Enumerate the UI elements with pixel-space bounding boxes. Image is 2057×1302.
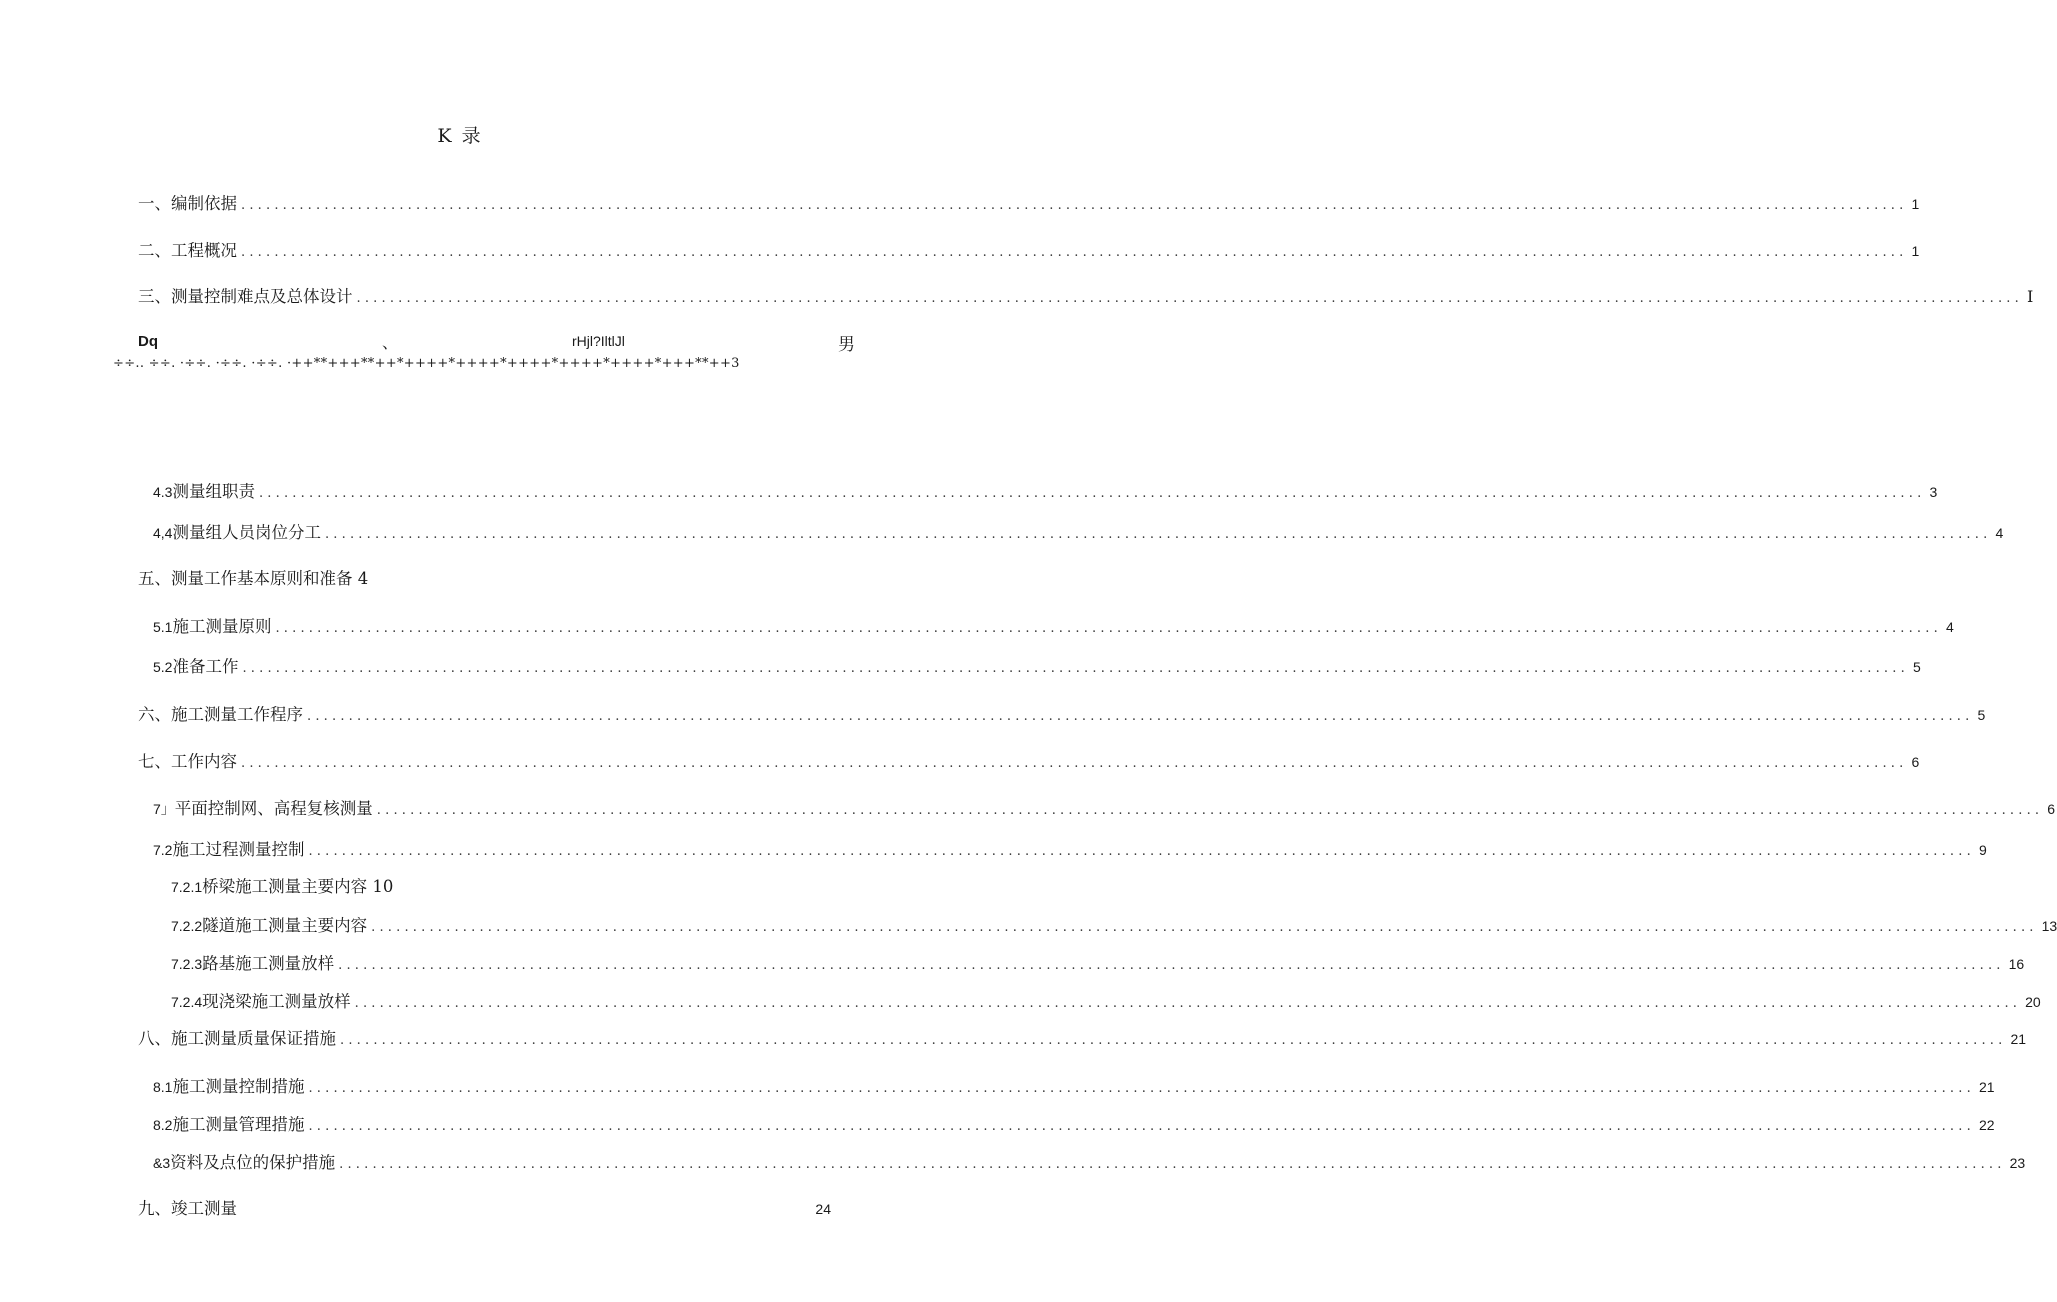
toc-entry-label: 五、测量工作基本原则和准备 4 [138,569,369,588]
toc-entry-number: 7.2 [153,842,173,858]
toc-entry-label: 施工测量原则 [172,617,272,636]
toc-entry-number: 4,4 [153,525,173,541]
toc-entry-page: 4 [1945,619,1954,635]
toc-entry-label: 六、施工测量工作程序 [138,705,303,724]
toc-entry[interactable] [153,1073,1995,1097]
toc-entry-page: 23 [2009,1155,2026,1171]
toc-entry-page: 6 [2047,801,2056,817]
toc-dot-leader: ........................................................................................................................................................................................................ [241,198,1908,213]
toc-entry-page: 21 [1978,1079,1995,1095]
toc-entry-label: 测量组人员岗位分工 [172,523,321,542]
toc-entry[interactable] [171,950,2025,974]
toc-entry-label: 施工测量管理措施 [172,1115,305,1134]
toc-entry[interactable] [138,701,1986,725]
toc-entry-label: 九、竣工测量 [138,1199,237,1218]
toc-entry[interactable] [153,478,1938,502]
toc-entry[interactable] [153,1111,1995,1135]
toc-entry-number: 8.1 [153,1079,173,1095]
toc-entry-number: 7.2.3 [171,956,203,972]
toc-entry-page: 6 [1911,754,1920,770]
toc-entry-page: 16 [2008,956,2025,972]
toc-entry[interactable] [138,190,1920,214]
toc-dot-leader: ........................................................................................................................................................................................................ [241,756,1908,771]
toc-entry[interactable] [153,836,1987,860]
toc-entry-label: 八、施工测量质量保证措施 [138,1029,336,1048]
toc-entry[interactable] [153,653,1921,677]
toc-entry-label: 路基施工测量放样 [202,954,335,973]
toc-entry-page: 13 [2041,918,2057,934]
toc-entry-page: 4 [1995,525,2004,541]
page-title: K 录 [437,125,483,147]
garbled-leader-line: ÷÷.. ÷÷. ·÷÷. ·÷÷. ·÷÷. ·++**+++**++*++++*++++*++++*++++*++++*+++**++3 [113,356,740,371]
toc-entry-label: 现浇梁施工测量放样 [202,992,351,1011]
toc-entry-number: 7.2.1 [171,879,203,895]
garbled-text-c: rHjl?IltlJl [572,333,625,349]
toc-entry-label: 隧道施工测量主要内容 [202,916,368,935]
toc-entry[interactable] [138,283,2034,307]
toc-entry[interactable] [153,1149,2026,1173]
toc-entry-page: 1 [1911,196,1920,212]
toc-entry[interactable] [138,565,368,589]
toc-entry[interactable] [138,237,1920,261]
toc-entry-page: 1 [1911,243,1920,259]
toc-entry[interactable] [138,748,1920,772]
toc-dot-leader: ........................................................................................................................................................................................................ [275,621,1942,636]
toc-dot-leader: ........................................................................................................................................................................................................ [308,1081,1975,1096]
toc-entry[interactable] [171,912,2057,936]
toc-dot-leader: ........................................................................................................................................................................................................ [339,1157,2006,1172]
toc-entry-number: 4.3 [153,484,173,500]
garbled-text-d: 男 [838,335,855,355]
toc-entry-page: 21 [2010,1031,2027,1047]
toc-entry-page: 24 [815,1201,831,1217]
toc-entry[interactable] [138,1195,831,1219]
toc-entry-label: 一、编制依据 [138,194,237,213]
toc-entry-page: 5 [1912,659,1921,675]
toc-entry-page: 22 [1978,1117,1995,1133]
toc-dot-leader: ........................................................................................................................................................................................................ [354,996,2022,1011]
toc-entry-label: 平面控制网、高程复核测量 [174,799,373,818]
toc-entry[interactable] [153,795,2056,819]
toc-dot-leader: ........................................................................................................................................................................................................ [308,844,1975,859]
toc-entry-page: 5 [1977,707,1986,723]
toc-entry-number: 5.2 [153,659,173,675]
toc-dot-leader: ........................................................................................................................................................................................................ [242,661,1909,676]
toc-entry-label: 桥梁施工测量主要内容 10 [202,877,394,896]
toc-dot-leader: ........................................................................................................................................................................................................ [376,803,2044,818]
toc-entry[interactable] [171,873,393,897]
toc-entry-label: 测量组职责 [172,482,255,501]
toc-entry-number: 5.1 [153,619,173,635]
toc-entry-page: 9 [1978,842,1987,858]
garbled-text-b: 、 [382,333,399,352]
toc-entry[interactable] [153,613,1954,637]
toc-entry-number: &3 [153,1155,171,1171]
toc-dot-leader: ........................................................................................................................................................................................................ [371,920,2038,935]
toc-dot-leader: ........................................................................................................................................................................................................ [340,1033,2007,1048]
toc-dot-leader: ........................................................................................................................................................................................................ [241,245,1908,260]
toc-entry-number: 7.2.2 [171,918,203,934]
toc-entry-page: I [2026,287,2034,306]
toc-entry-label: 三、测量控制难点及总体设计 [138,287,353,306]
toc-entry-number: 7.2.4 [171,994,203,1010]
toc-dot-leader: ........................................................................................................................................................................................................ [307,709,1974,724]
toc-entry-label: 施工测量控制措施 [172,1077,305,1096]
toc-entry-label: 二、工程概况 [138,241,237,260]
toc-entry-label: 施工过程测量控制 [172,840,305,859]
toc-entry-number: 7」 [153,801,175,817]
toc-entry-page: 3 [1929,484,1938,500]
garbled-text-a: Dq [138,333,158,350]
toc-entry-page: 20 [2025,994,2041,1010]
toc-entry-label: 七、工作内容 [138,752,237,771]
toc-dot-leader: ........................................................................................................................................................................................................ [324,527,1992,542]
toc-entry-number: 8.2 [153,1117,173,1133]
toc-dot-leader: ........................................................................................................................................................................................................ [308,1119,1975,1134]
toc-dot-leader: ........................................................................................................................................................................................................ [356,291,2023,306]
toc-entry[interactable] [138,1025,2027,1049]
toc-entry[interactable] [153,519,2004,543]
toc-entry-label: 资料及点位的保护措施 [170,1153,336,1172]
toc-dot-leader: ........................................................................................................................................................................................................ [338,958,2005,973]
toc-entry[interactable] [171,988,2041,1012]
toc-entry-label: 准备工作 [172,657,239,676]
toc-dot-leader: ........................................................................................................................................................................................................ [258,486,1926,501]
